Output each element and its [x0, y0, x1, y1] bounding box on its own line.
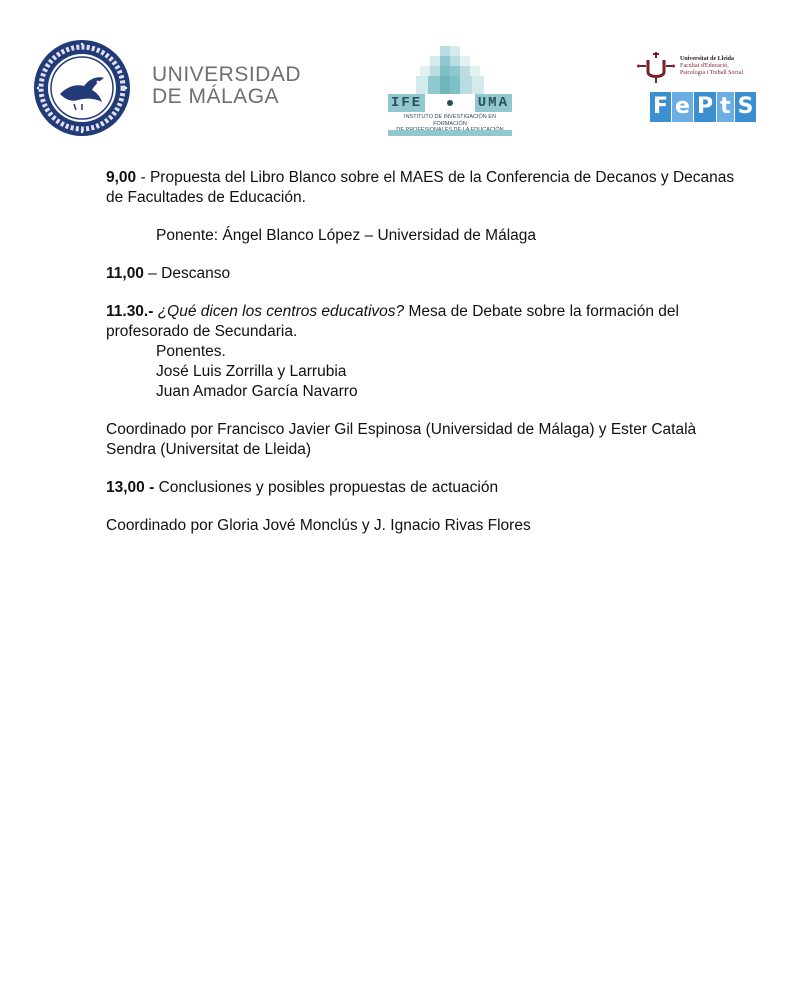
program-item-1-separator: - — [136, 169, 150, 186]
ife-uma-title — [388, 94, 512, 112]
udl-faculty-line1: Facultat d'Educació, — [680, 63, 729, 69]
program-item-2-description — [106, 264, 746, 284]
program-item-2-time: 11,00 — [106, 265, 144, 282]
program-item-3-coordination-block — [106, 420, 746, 460]
program-item-3-speaker: Juan Amador García Navarro — [156, 383, 358, 400]
udl-name: Universitat de Lleida — [680, 56, 734, 62]
program-item-4-time: 13,00 - — [106, 479, 155, 496]
program-item-3 — [106, 302, 746, 402]
universitat-de-lleida-logo — [636, 50, 766, 130]
program-item-3-speaker: José Luis Zorrilla y Larrubia — [156, 363, 347, 380]
program-item-2 — [106, 264, 746, 284]
universidad-de-malaga-seal-icon — [30, 38, 134, 138]
ife-subtitle-line1: INSTITUTO DE INVESTIGACIÓN EN FORMACIÓN — [404, 114, 496, 127]
program-item-4-text: Conclusiones y posibles propuestas de actuación — [154, 479, 499, 496]
program-item-1 — [106, 168, 746, 208]
fepts-letter: t — [717, 92, 734, 122]
fepts-letter: e — [672, 92, 693, 122]
universidad-de-malaga-logo — [30, 38, 302, 138]
ife-logo-bar — [388, 130, 512, 136]
program-item-4-coordination-block — [106, 516, 746, 536]
udl-text — [680, 56, 743, 77]
ife-title-dot-icon — [447, 100, 453, 106]
program-item-3-coordination: Coordinado por Francisco Javier Gil Espinosa (Universidad de Málaga) y Ester Català Sendra (Universitat de Lleida) — [106, 421, 697, 458]
ife-mosaic-icon — [416, 46, 484, 94]
program-item-1-text: Propuesta del Libro Blanco sobre el MAES de la Conferencia de Decanos y Decanas de Facultades de Educación. — [106, 169, 735, 206]
universitat-de-lleida-emblem-icon — [636, 50, 676, 84]
program-item-4-description — [106, 478, 746, 498]
program-item-1-speaker-block — [106, 226, 746, 246]
program-item-2-separator: – — [143, 265, 162, 282]
universidad-de-malaga-wordmark — [152, 64, 301, 108]
program-content — [106, 168, 746, 554]
fepts-letter: F — [650, 92, 671, 122]
program-item-3-speakers-label: Ponentes. — [156, 343, 226, 360]
uma-name-line1: UNIVERSIDAD — [152, 63, 302, 86]
fepts-logo — [650, 92, 756, 122]
program-item-4 — [106, 478, 746, 498]
udl-faculty-line2: Psicologia i Treball Social — [680, 70, 744, 76]
fepts-letter: S — [735, 92, 757, 122]
program-item-2-text: Descanso — [161, 265, 231, 282]
program-item-3-text: Mesa de Debate sobre la formación del profesorado de Secundaria. — [106, 303, 679, 340]
uma-name-line2: DE MÁLAGA — [152, 85, 280, 108]
ife-title-right: UMA — [475, 94, 512, 112]
fepts-letter: P — [694, 92, 716, 122]
program-item-4-coordination: Coordinado por Gloria Jové Monclús y J. Ignacio Rivas Flores — [106, 517, 531, 534]
program-item-1-description — [106, 168, 746, 208]
program-item-3-description — [106, 302, 746, 342]
program-item-1-speaker: Ponente: Ángel Blanco López – Universidad de Málaga — [156, 227, 537, 244]
ife-uma-logo — [388, 46, 512, 138]
program-item-3-time: 11.30.- — [106, 303, 154, 320]
ife-title-left: IFE — [388, 94, 425, 112]
program-item-1-time: 9,00 — [106, 169, 137, 186]
program-item-3-question: ¿Qué dicen los centros educativos? — [157, 303, 405, 320]
